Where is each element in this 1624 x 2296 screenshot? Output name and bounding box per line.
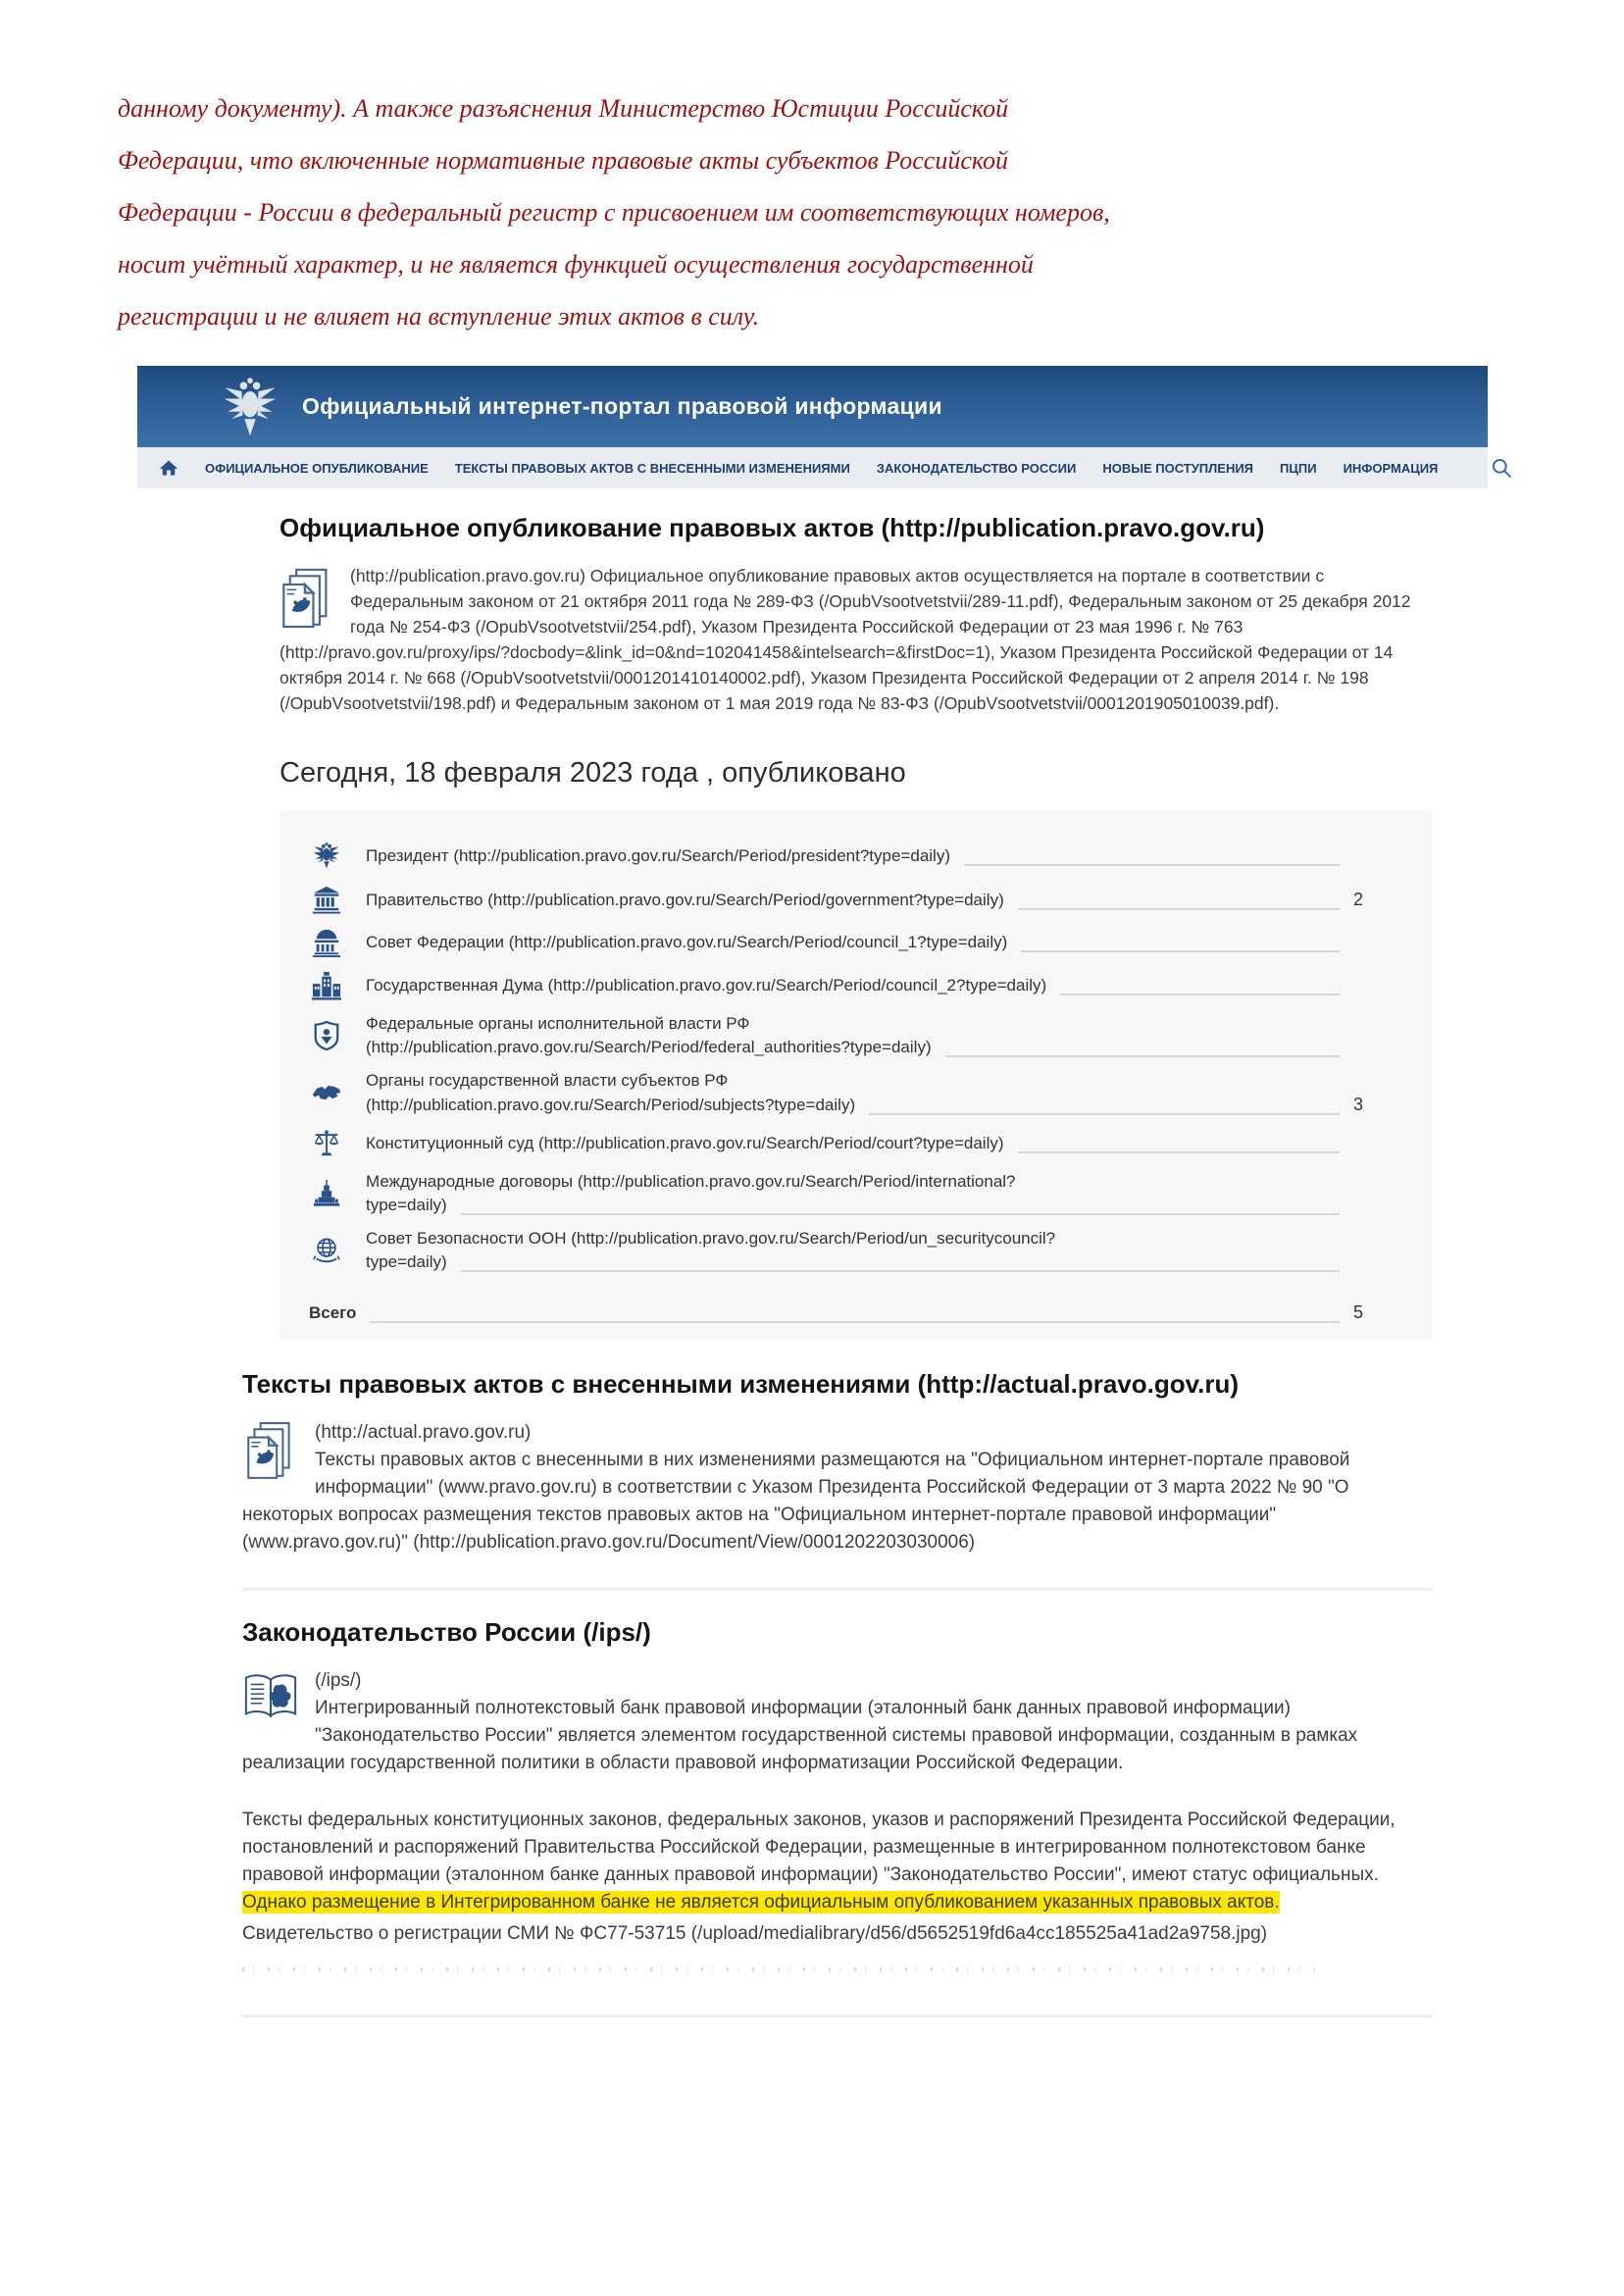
today-row-president[interactable] — [307, 835, 1383, 878]
section-heading-ips: Законодательство России (/ips/) — [242, 1617, 651, 1647]
portal-header — [137, 366, 1488, 447]
today-row-un-security-council[interactable] — [307, 1222, 1383, 1279]
intro-paragraph — [118, 82, 1461, 342]
nav-item-amended-acts[interactable]: ТЕКСТЫ ПРАВОВЫХ АКТОВ С ВНЕСЕННЫМИ ИЗМЕНЕНИЯМИ — [454, 460, 850, 476]
leader-line — [370, 1314, 1340, 1323]
government-building-icon — [307, 885, 346, 914]
ips-description-text: Интегрированный полнотекстовый банк правовой информации (эталонный банк данных правовой информации) "Законодательство России" является элементом государственной системы правовой информации, созданным в рамках реализации государственной политики в области правовой информатизации Российской Федерации. — [242, 1698, 1358, 1773]
documents-stack-icon — [279, 567, 334, 632]
nav-item-official-publication[interactable]: ОФИЦИАЛЬНОЕ ОПУБЛИКОВАНИЕ — [205, 460, 429, 476]
nav-item-russian-legislation[interactable]: ЗАКОНОДАТЕЛЬСТВО РОССИИ — [876, 460, 1077, 476]
leader-line — [945, 1048, 1340, 1057]
nav-item-new-arrivals[interactable]: НОВЫЕ ПОСТУПЛЕНИЯ — [1102, 460, 1254, 476]
ips-description — [242, 1667, 1433, 1777]
leader-line — [869, 1106, 1340, 1115]
section-heading-official: Официальное опубликование правовых актов (http://publication.pravo.gov.ru) — [279, 513, 1265, 542]
leader-line — [1021, 944, 1340, 952]
eagle-icon — [307, 842, 346, 871]
actual-url-line: (http://actual.pravo.gov.ru) — [315, 1422, 532, 1443]
today-row-state-duma[interactable] — [307, 964, 1383, 1007]
leader-line — [1018, 901, 1340, 910]
today-total-row — [307, 1302, 1383, 1323]
leader-line — [461, 1206, 1340, 1215]
cutoff-text-remnant — [242, 1967, 1314, 1971]
today-row-title: Федеральные органы исполнительной власти РФ — [366, 1014, 750, 1033]
ips-status-paragraph — [242, 1807, 1433, 1916]
actual-description — [242, 1419, 1433, 1556]
portal-screenshot — [137, 366, 1488, 2017]
portal-title: Официальный интернет-портал правовой информации — [302, 393, 942, 419]
ips-status-text: Тексты федеральных конституционных законов, федеральных законов, указов и распоряжений Президента Российской Федерации, постановлений и распоряжений Правительства Российской Федерации, размещенные в интегрированном полнотекстовом банке правовой информации (эталонном банке данных правовой информации) "Законодательство России", имеют статус официальных. — [242, 1810, 1396, 1885]
leader-line — [964, 857, 1340, 866]
today-row-count: 3 — [1353, 1095, 1364, 1114]
intro-line: данному документу). А также разъяснения Министерство Юстиции Российской — [118, 94, 1009, 123]
today-row-count: 2 — [1353, 889, 1364, 909]
nav-item-pcpi[interactable]: ПЦПИ — [1280, 460, 1317, 476]
leader-line — [1060, 987, 1340, 995]
documents-stack-icon — [242, 1421, 299, 1482]
intro-line: регистрации и не влияет на вступление этих актов в силу. — [118, 302, 760, 331]
official-description-text: (http://publication.pravo.gov.ru) Официальное опубликование правовых актов осуществляется на портале в соответствии с Федеральным законом от 21 октября 2011 года № 289-ФЗ (/OpubVsootvetstvii/289-11.pdf), Федеральным законом от 25 декабря 2012 года № 254-ФЗ (/OpubVsootvetstvii/254.pdf), Указом Президента Российской Федерации от 23 мая 1996 г. № 763 (http://pravo.gov.ru/proxy/ips/?docbody=&link_id=0&nd=102041458&intelsearch=&firstDoc=1), Указом Президента Российской Федерации от 14 октября 2014 г. № 668 (/OpubVsootvetstvii/0001201410140002.pdf), Указом Президента Российской Федерации от 2 апреля 2014 г. № 198 (/OpubVsootvetstvii/198.pdf) и Федеральным законом от 1 мая 2019 года № 83-ФЗ (/OpubVsootvetstvii/0001201905010039.pdf). — [279, 566, 1411, 713]
today-row-label: (http://publication.pravo.gov.ru/Search/Period/subjects?type=daily) — [366, 1096, 856, 1114]
section-divider — [242, 1588, 1433, 1591]
today-row-title: Органы государственной власти субъектов РФ — [366, 1071, 729, 1090]
dome-building-icon — [307, 928, 346, 957]
today-row-label: Президент (http://publication.pravo.gov.ru/Search/Period/president?type=daily) — [366, 846, 950, 865]
today-row-label: (http://publication.pravo.gov.ru/Search/Period/federal_authorities?type=daily) — [366, 1038, 932, 1056]
highlighted-note: Однако размещение в Интегрированном банке не является официальным опубликованием указанных правовых актов. — [242, 1892, 1280, 1913]
nav-item-information[interactable]: ИНФОРМАЦИЯ — [1343, 460, 1439, 476]
russia-map-icon — [307, 1079, 346, 1108]
today-row-international-treaties[interactable] — [307, 1165, 1383, 1222]
today-row-regional-authorities[interactable] — [307, 1064, 1383, 1122]
actual-description-text: Тексты правовых актов с внесенными в них изменениями размещаются на "Официальном интернет-портале правовой информации" (www.pravo.gov.ru) в соответствии с Указом Президента Российской Федерации от 3 марта 2022 № 90 "О некоторых вопросах размещения текстов правовых актов на "Официальном интернет-портале правовой информации" (www.pravo.gov.ru)" (http://publication.pravo.gov.ru/Document/View/0001202203030006) — [242, 1450, 1350, 1553]
today-row-title: Совет Безопасности ООН (http://publication.pravo.gov.ru/Search/Period/un_securitycouncil? — [366, 1229, 1056, 1248]
today-row-title: Международные договоры (http://publication.pravo.gov.ru/Search/Period/international? — [366, 1172, 1016, 1191]
leader-line — [1018, 1145, 1340, 1153]
today-row-label: Государственная Дума (http://publication.pravo.gov.ru/Search/Period/council_2?type=daily) — [366, 976, 1047, 995]
total-label: Всего — [309, 1303, 357, 1322]
today-panel — [279, 811, 1432, 1339]
search-icon[interactable] — [1491, 457, 1512, 479]
home-icon[interactable] — [159, 458, 178, 478]
emblem-shield-icon — [307, 1021, 346, 1050]
today-row-federation-council[interactable] — [307, 921, 1383, 964]
bottom-divider — [242, 2015, 1433, 2017]
total-count: 5 — [1353, 1302, 1364, 1322]
intro-line: Федерации - России в федеральный регистр с присвоением им соответствующих номеров, — [118, 198, 1110, 227]
today-heading: Сегодня, 18 февраля 2023 года , опубликовано — [279, 757, 906, 789]
section-official-publication — [137, 488, 1488, 1339]
today-row-government[interactable] — [307, 878, 1383, 921]
today-row-label: type=daily) — [366, 1196, 447, 1214]
today-row-label: Совет Федерации (http://publication.pravo.gov.ru/Search/Period/council_1?type=daily) — [366, 933, 1008, 951]
today-row-constitutional-court[interactable] — [307, 1122, 1383, 1165]
today-row-label: type=daily) — [366, 1252, 447, 1271]
scales-icon — [307, 1129, 346, 1158]
un-globe-icon — [307, 1236, 346, 1265]
section-heading-actual: Тексты правовых актов с внесенными изменениями (http://actual.pravo.gov.ru) — [242, 1369, 1240, 1399]
lower-sections — [137, 1368, 1488, 2017]
duma-building-icon — [307, 971, 346, 1000]
portal-navbar — [137, 447, 1488, 488]
today-row-label: Конституционный суд (http://publication.pravo.gov.ru/Search/Period/court?type=daily) — [366, 1134, 1004, 1152]
open-book-icon — [242, 1669, 299, 1730]
intro-line: Федерации, что включенные нормативные правовые акты субъектов Российской — [118, 146, 1009, 175]
russia-coat-of-arms-icon — [222, 375, 279, 439]
today-row-federal-authorities[interactable] — [307, 1007, 1383, 1064]
official-description — [279, 563, 1432, 716]
today-row-label: Правительство (http://publication.pravo.gov.ru/Search/Period/government?type=daily) — [366, 890, 1004, 909]
smi-registration-line: Свидетельство о регистрации СМИ № ФС77-53715 (/upload/medialibrary/d56/d5652519fd6a4cc185525a41ad2a9758.jpg) — [242, 1923, 1268, 1944]
tower-building-icon — [307, 1179, 346, 1208]
leader-line — [461, 1263, 1340, 1272]
ips-url-line: (/ips/) — [315, 1670, 362, 1691]
intro-line: носит учётный характер, и не является функцией осуществления государственной — [118, 250, 1034, 279]
